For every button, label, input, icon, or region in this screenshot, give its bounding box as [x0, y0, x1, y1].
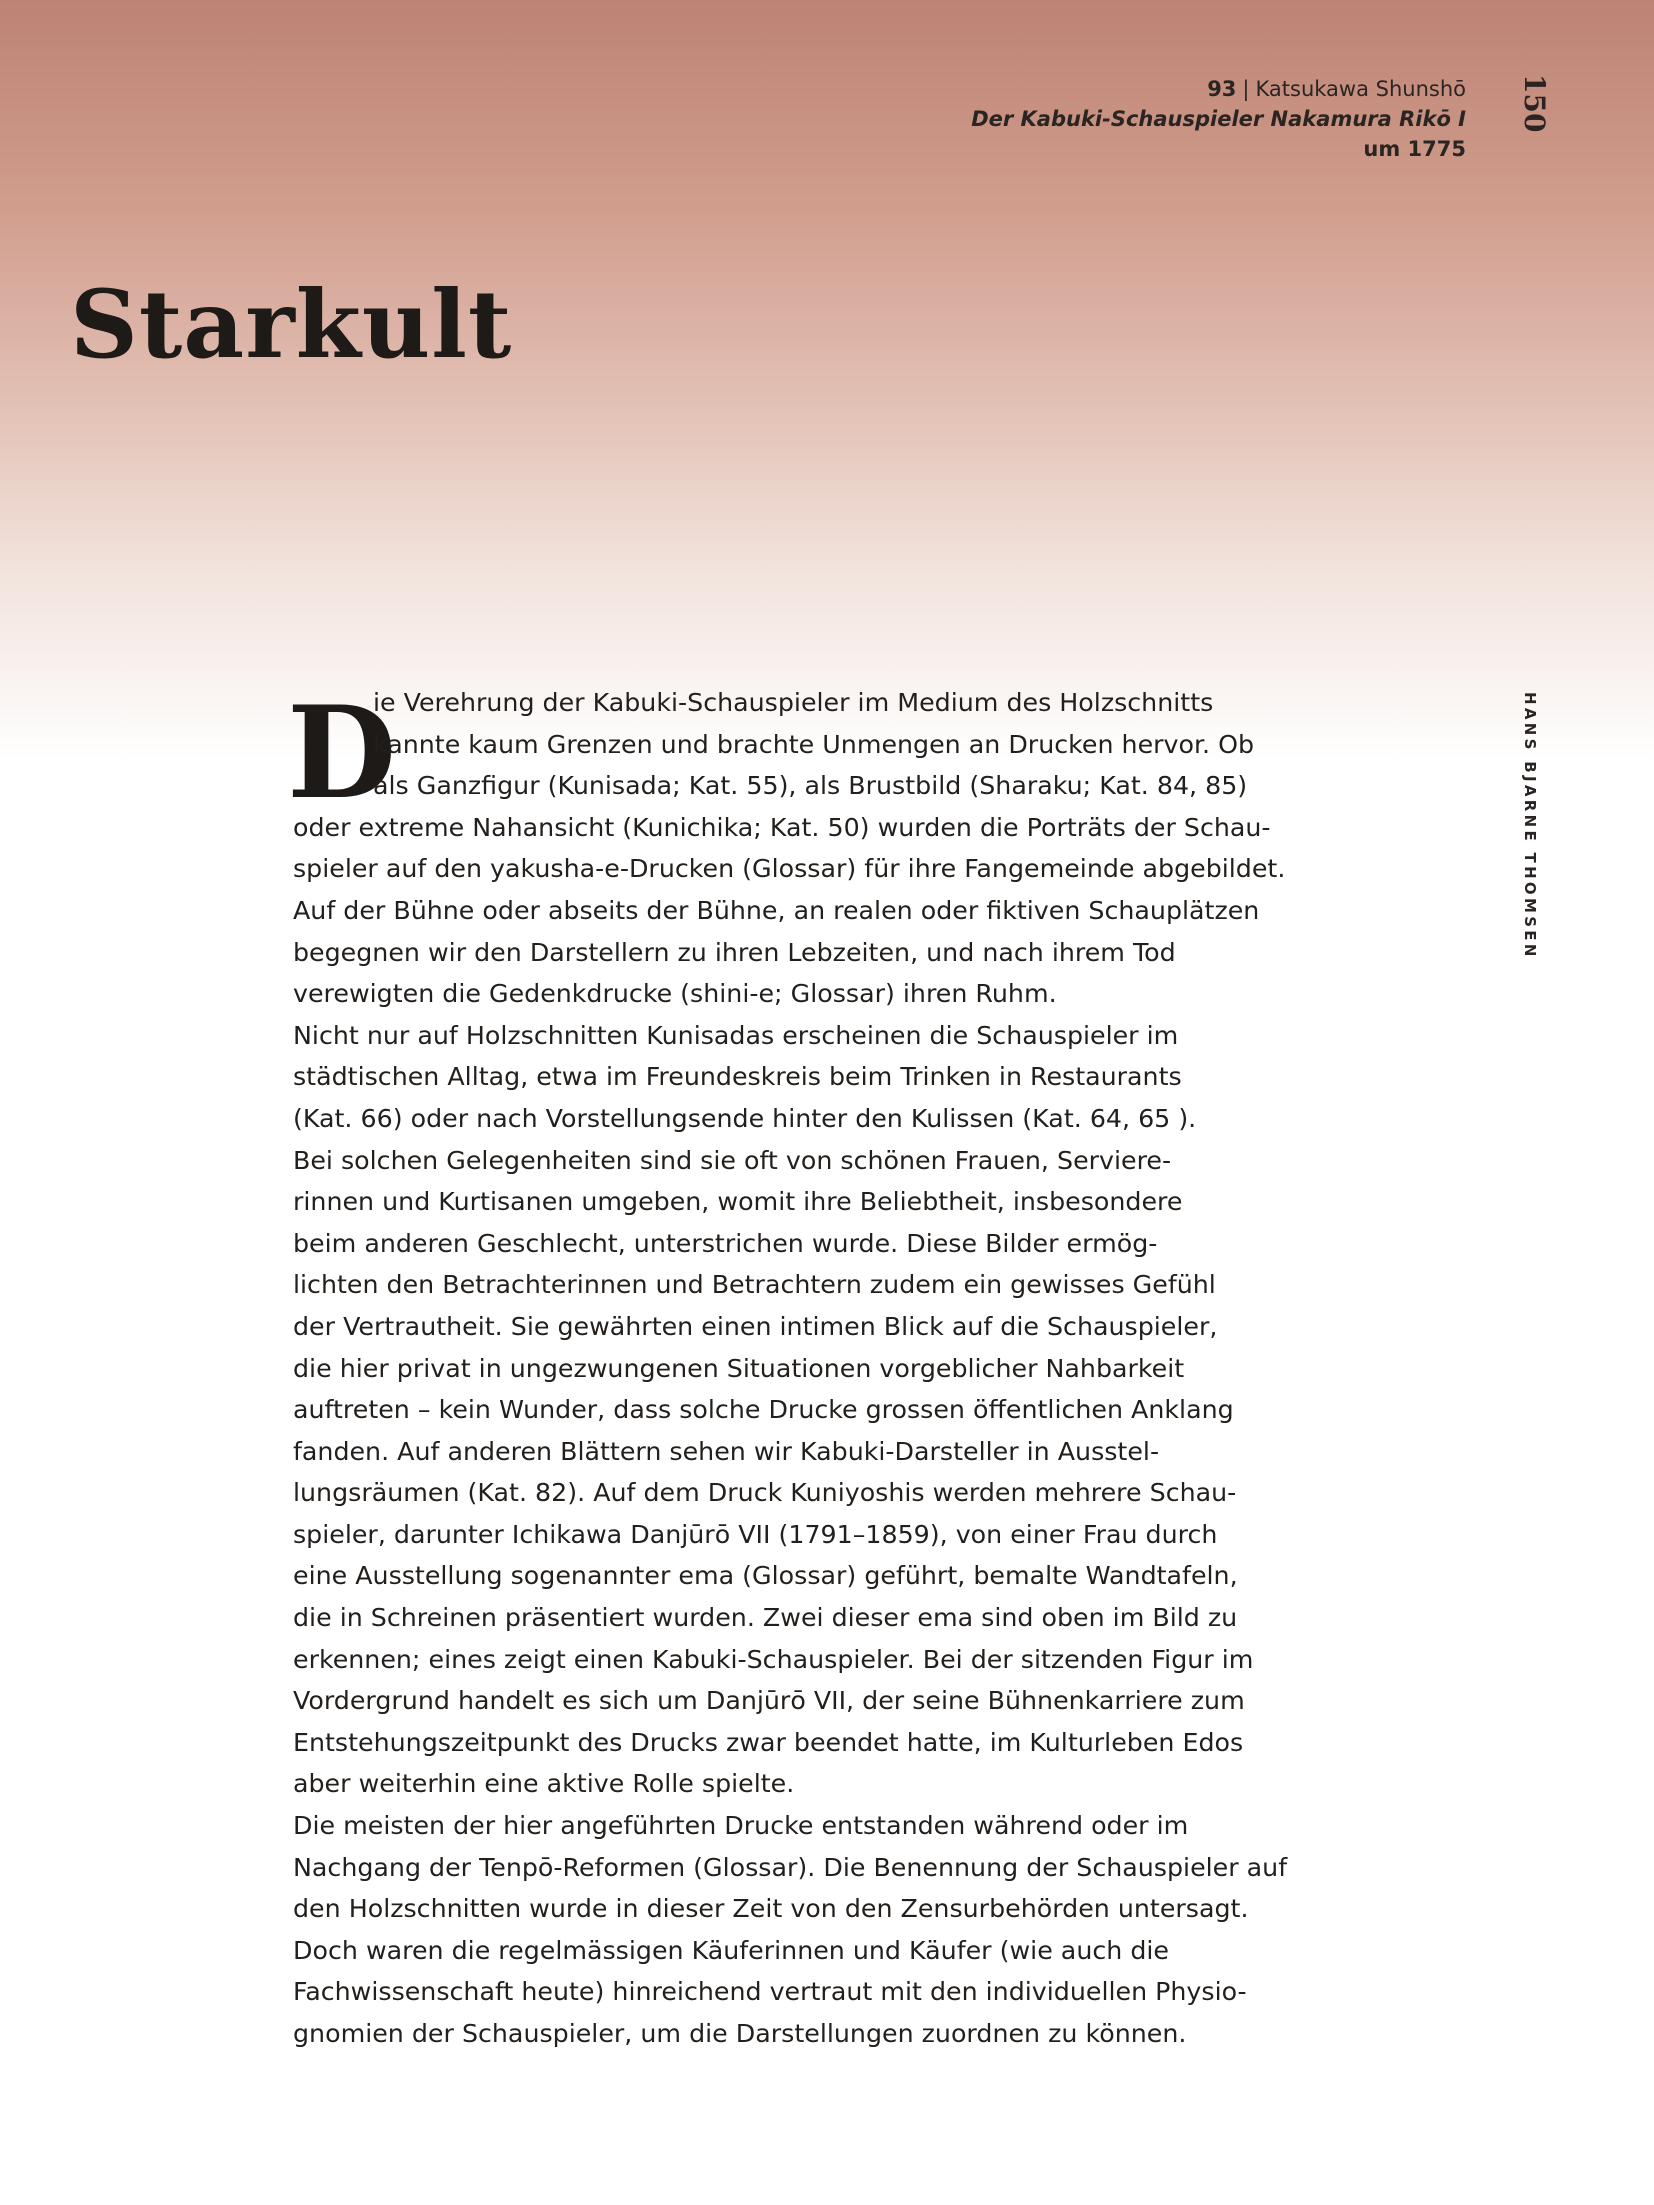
body-line: auftreten – kein Wunder, dass solche Drucke grossen öffentlichen Anklang — [293, 1395, 1234, 1425]
artist-name: Katsukawa Shunshō — [1255, 77, 1466, 101]
body-line: ie Verehrung der Kabuki-Schauspieler im Medium des Holzschnitts — [373, 688, 1214, 717]
body-line: fanden. Auf anderen Blättern sehen wir Kabuki-Darsteller in Ausstel- — [293, 1436, 1160, 1466]
catalog-line — [971, 74, 1466, 104]
work-title: Der Kabuki-Schauspieler Nakamura Rikō I — [971, 107, 1466, 131]
author-name: HANS BJARNE THOMSEN — [1521, 692, 1539, 960]
body-line: Fachwissenschaft heute) hinreichend vertraut mit den individuellen Physio- — [293, 1977, 1247, 2007]
body-line: Nicht nur auf Holzschnitten Kunisadas erscheinen die Schauspieler im — [293, 1020, 1179, 1050]
body-line: eine Ausstellung sogenannter ema (Glossar) geführt, bemalte Wandtafeln, — [293, 1561, 1238, 1591]
body-line: aber weiterhin eine aktive Rolle spielte. — [293, 1769, 795, 1799]
body-line: erkennen; eines zeigt einen Kabuki-Schauspieler. Bei der sitzenden Figur im — [293, 1644, 1254, 1674]
body-line: rinnen und Kurtisanen umgeben, womit ihre Beliebtheit, insbesondere — [293, 1187, 1183, 1217]
body-line: beim anderen Geschlecht, unterstrichen wurde. Diese Bilder ermög- — [293, 1228, 1158, 1258]
body-line: lungsräumen (Kat. 82). Auf dem Druck Kuniyoshis werden mehrere Schau- — [293, 1478, 1237, 1508]
body-line: Entstehungszeitpunkt des Drucks zwar beendet hatte, im Kulturleben Edos — [293, 1727, 1244, 1757]
body-line: oder extreme Nahansicht (Kunichika; Kat. 50) wurden die Porträts der Schau- — [293, 812, 1271, 842]
separator: | — [1242, 77, 1250, 101]
body-line: Auf der Bühne oder abseits der Bühne, an realen oder fiktiven Schauplätzen — [293, 895, 1260, 925]
body-line: lichten den Betrachterinnen und Betrachtern zudem ein gewisses Gefühl — [293, 1270, 1216, 1300]
body-line: städtischen Alltag, etwa im Freundeskreis beim Trinken in Restaurants — [293, 1062, 1182, 1092]
page-title: Starkult — [70, 270, 513, 380]
catalog-number: 93 — [1207, 77, 1237, 101]
body-line: Die meisten der hier angeführten Drucke entstanden während oder im — [293, 1811, 1189, 1841]
body-line: als Ganzfigur (Kunisada; Kat. 55), als Brustbild (Sharaku; Kat. 84, 85) — [373, 771, 1248, 801]
drop-cap: D — [287, 679, 397, 827]
work-date: um 1775 — [1363, 137, 1466, 161]
body-line: Nachgang der Tenpō-Reformen (Glossar). Die Benennung der Schauspieler auf — [293, 1852, 1288, 1882]
body-line: spieler, darunter Ichikawa Danjūrō VII (1791–1859), von einer Frau durch — [293, 1519, 1218, 1549]
body-line: Vordergrund handelt es sich um Danjūrō VII, der seine Bühnenkarriere zum — [293, 1686, 1245, 1716]
body-line: (Kat. 66) oder nach Vorstellungsende hinter den Kulissen (Kat. 64, 65 ). — [293, 1103, 1197, 1133]
body-line: begegnen wir den Darstellern zu ihren Lebzeiten, und nach ihrem Tod — [293, 937, 1176, 967]
body-line: Bei solchen Gelegenheiten sind sie oft von schönen Frauen, Serviere- — [293, 1145, 1172, 1175]
body-line: gnomien der Schauspieler, um die Darstellungen zuordnen zu können. — [293, 2019, 1187, 2048]
body-line: spieler auf den yakusha-e-Drucken (Glossar) für ihre Fangemeinde abgebildet. — [293, 854, 1286, 884]
body-line: die in Schreinen präsentiert wurden. Zwei dieser ema sind oben im Bild zu — [293, 1603, 1238, 1633]
body-text — [293, 682, 1288, 2055]
running-header — [971, 74, 1466, 164]
body-line: kannte kaum Grenzen und brachte Unmengen an Drucken hervor. Ob — [373, 729, 1255, 759]
body-line: der Vertrautheit. Sie gewährten einen intimen Blick auf die Schauspieler, — [293, 1311, 1218, 1341]
page-number: 150 — [1518, 74, 1551, 133]
body-line: die hier privat in ungezwungenen Situationen vorgeblicher Nahbarkeit — [293, 1353, 1185, 1383]
body-line: verewigten die Gedenkdrucke (shini-e; Glossar) ihren Ruhm. — [293, 979, 1057, 1009]
body-line: den Holzschnitten wurde in dieser Zeit von den Zensurbehörden untersagt. — [293, 1894, 1249, 1924]
body-line: Doch waren die regelmässigen Käuferinnen und Käufer (wie auch die — [293, 1935, 1169, 1965]
